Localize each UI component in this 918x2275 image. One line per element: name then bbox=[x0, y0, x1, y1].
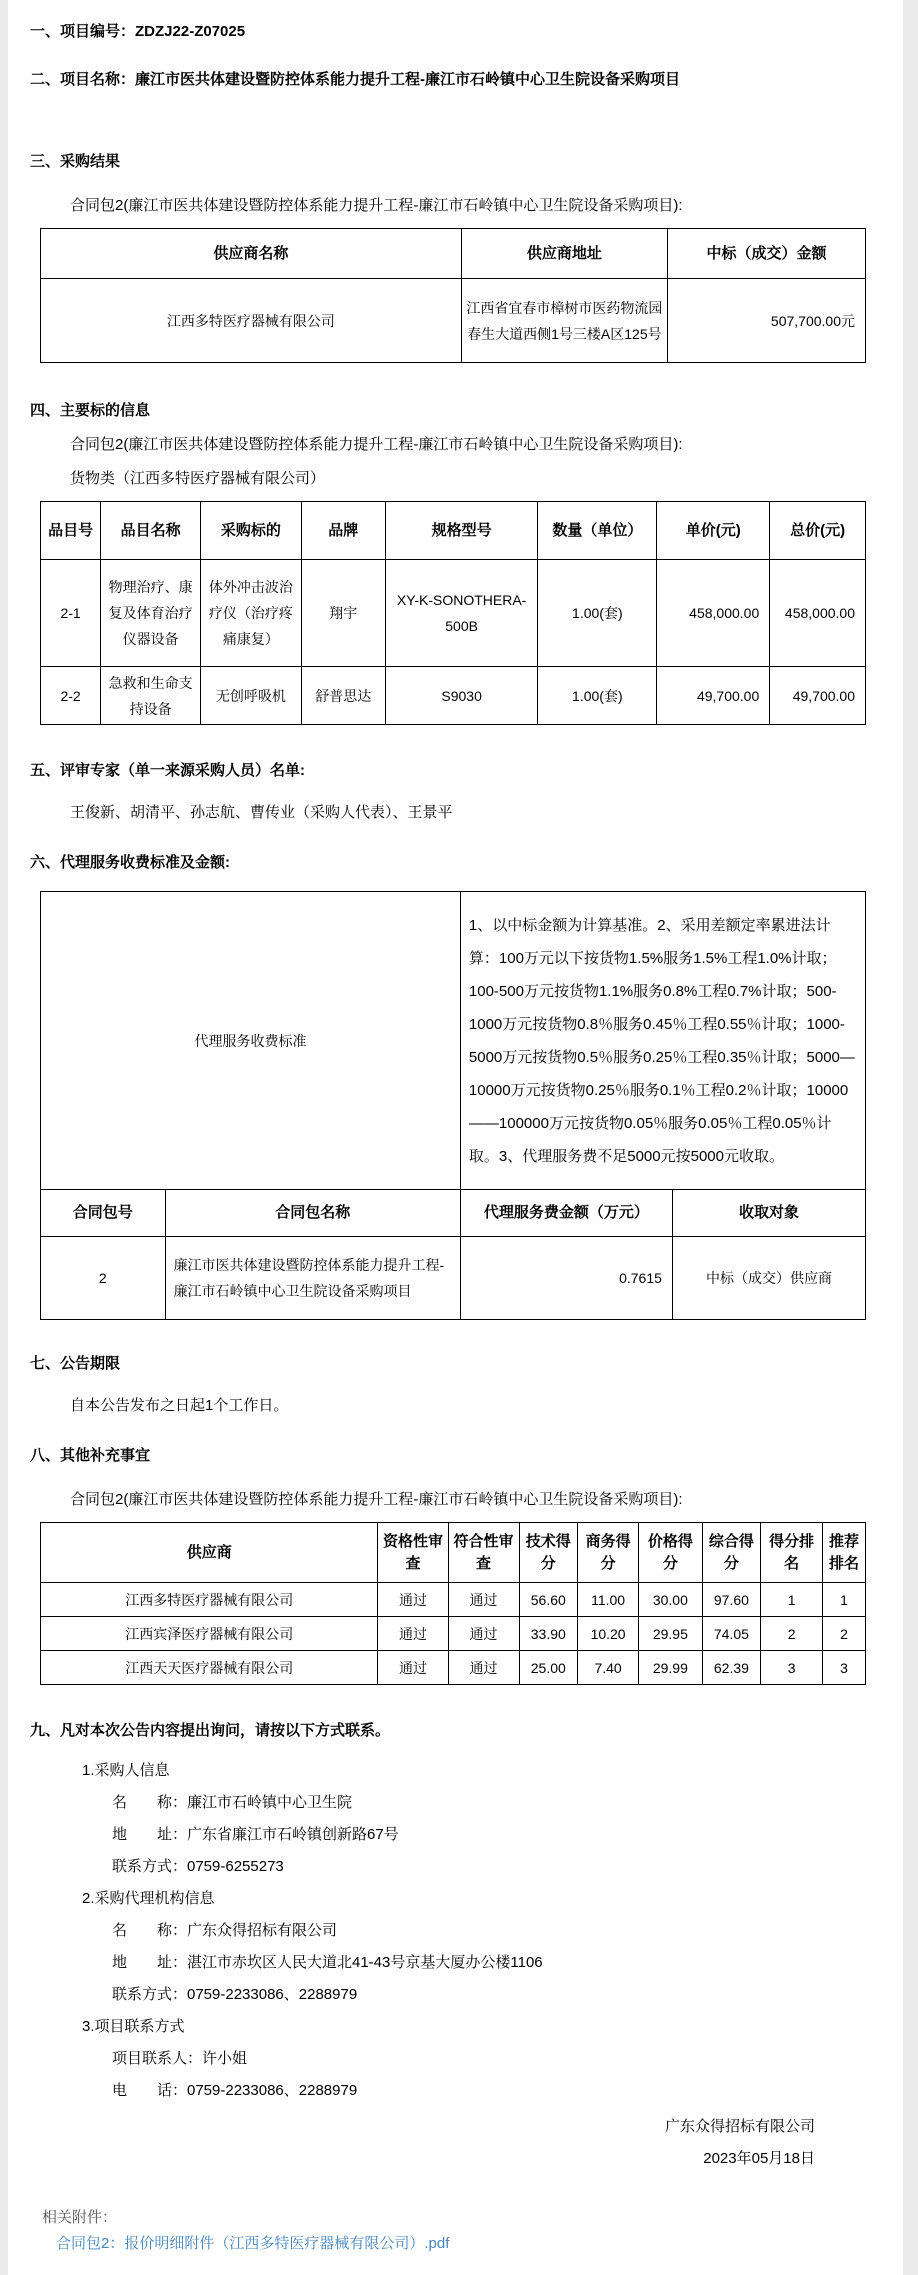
quantity-cell: 1.00(套) bbox=[538, 667, 657, 725]
conformity-cell: 通过 bbox=[448, 1617, 519, 1651]
contact-block bbox=[30, 1761, 873, 2101]
purchaser-contact: 联系方式：0759-6255273 bbox=[112, 1858, 284, 1875]
overall-score-cell: 74.05 bbox=[702, 1617, 761, 1651]
project-contact-title: 3.项目联系方式 bbox=[82, 2018, 185, 2035]
col-price-score: 价格得分 bbox=[639, 1523, 703, 1583]
item-no-cell: 2-1 bbox=[41, 560, 101, 667]
attachment-pdf-link[interactable]: 合同包2：报价明细附件（江西多特医疗器械有限公司）.pdf bbox=[56, 2235, 450, 2252]
overall-score-cell: 62.39 bbox=[702, 1651, 761, 1685]
col-supplier: 供应商 bbox=[41, 1523, 378, 1583]
col-conformity-review: 符合性审查 bbox=[448, 1523, 519, 1583]
attachments-section bbox=[30, 2207, 873, 2255]
target-cell: 体外冲击波治疗仪（治疗疼痛康复） bbox=[201, 560, 302, 667]
fee-standard-row bbox=[41, 892, 866, 1190]
score-rank-cell: 3 bbox=[761, 1651, 823, 1685]
subject-items-table bbox=[40, 501, 866, 725]
col-quantity: 数量（单位） bbox=[538, 502, 657, 560]
section-project-name bbox=[30, 70, 873, 90]
table-header-row bbox=[41, 229, 866, 279]
col-model: 规格型号 bbox=[385, 502, 538, 560]
result-intro: 合同包2(廉江市医共体建设暨防控体系能力提升工程-廉江市石岭镇中心卫生院设备采购项目): bbox=[70, 197, 683, 214]
col-item-no: 品目号 bbox=[41, 502, 101, 560]
subject-intro-1: 合同包2(廉江市医共体建设暨防控体系能力提升工程-廉江市石岭镇中心卫生院设备采购项目): bbox=[70, 436, 683, 453]
qualification-cell: 通过 bbox=[378, 1651, 448, 1685]
signature-date: 2023年05月18日 bbox=[703, 2150, 815, 2167]
agency-address: 地 址：湛江市赤坎区人民大道北41-43号京基大厦办公楼1106 bbox=[112, 1954, 543, 1971]
col-unit-price: 单价(元) bbox=[657, 502, 770, 560]
total-price-cell: 458,000.00 bbox=[770, 560, 866, 667]
section-agency-fee-heading: 六、代理服务收费标准及金额: bbox=[30, 854, 230, 871]
table-row bbox=[41, 279, 866, 363]
purchaser-address: 地 址：广东省廉江市石岭镇创新路67号 bbox=[112, 1826, 399, 1843]
supplier-address-cell: 江西省宜春市樟树市医药物流园春生大道西侧1号三楼A区125号 bbox=[461, 279, 667, 363]
fee-amount-cell: 0.7615 bbox=[460, 1237, 672, 1320]
col-supplier-address: 供应商地址 bbox=[461, 229, 667, 279]
col-supplier-name: 供应商名称 bbox=[41, 229, 462, 279]
supplier-name-cell: 江西多特医疗器械有限公司 bbox=[41, 279, 462, 363]
table-header-row bbox=[41, 1190, 866, 1237]
overall-score-cell: 97.60 bbox=[702, 1583, 761, 1617]
col-package-name: 合同包名称 bbox=[165, 1190, 460, 1237]
package-no-cell: 2 bbox=[41, 1237, 166, 1320]
technical-score-cell: 25.00 bbox=[519, 1651, 578, 1685]
project-number-label: 一、项目编号： bbox=[30, 23, 136, 40]
price-score-cell: 29.99 bbox=[639, 1651, 703, 1685]
project-name-value: 廉江市医共体建设暨防控体系能力提升工程-廉江市石岭镇中心卫生院设备采购项目 bbox=[135, 71, 681, 88]
qualification-cell: 通过 bbox=[378, 1617, 448, 1651]
quantity-cell: 1.00(套) bbox=[538, 560, 657, 667]
signature-company: 广东众得招标有限公司 bbox=[664, 2118, 815, 2135]
project-contact-phone: 电 话：0759-2233086、2288979 bbox=[112, 2082, 358, 2099]
brand-cell: 舒普思达 bbox=[301, 667, 385, 725]
col-recommend-rank: 推荐排名 bbox=[823, 1523, 866, 1583]
target-cell: 无创呼吸机 bbox=[201, 667, 302, 725]
recommend-rank-cell: 1 bbox=[823, 1583, 866, 1617]
col-award-amount: 中标（成交）金额 bbox=[668, 229, 866, 279]
project-name-label: 二、项目名称： bbox=[30, 71, 136, 88]
brand-cell: 翔宇 bbox=[301, 560, 385, 667]
model-cell: XY-K-SONOTHERA-500B bbox=[385, 560, 538, 667]
announcement-page bbox=[8, 0, 903, 2275]
col-fee-payer: 收取对象 bbox=[672, 1190, 865, 1237]
conformity-cell: 通过 bbox=[448, 1651, 519, 1685]
supplement-intro: 合同包2(廉江市医共体建设暨防控体系能力提升工程-廉江市石岭镇中心卫生院设备采购项目): bbox=[70, 1491, 683, 1508]
business-score-cell: 7.40 bbox=[578, 1651, 639, 1685]
table-row bbox=[41, 1617, 866, 1651]
technical-score-cell: 56.60 bbox=[519, 1583, 578, 1617]
score-rank-cell: 1 bbox=[761, 1583, 823, 1617]
item-no-cell: 2-2 bbox=[41, 667, 101, 725]
table-row bbox=[41, 1237, 866, 1320]
table-row bbox=[41, 667, 866, 725]
qualification-cell: 通过 bbox=[378, 1583, 448, 1617]
supplier-cell: 江西天天医疗器械有限公司 bbox=[41, 1651, 378, 1685]
price-score-cell: 29.95 bbox=[639, 1617, 703, 1651]
recommend-rank-cell: 2 bbox=[823, 1617, 866, 1651]
project-number-value: ZDZJ22-Z07025 bbox=[135, 23, 246, 40]
section-announcement-period-heading: 七、公告期限 bbox=[30, 1355, 121, 1372]
col-procurement-target: 采购标的 bbox=[201, 502, 302, 560]
purchaser-info-title: 1.采购人信息 bbox=[82, 1762, 170, 1779]
section-result-heading: 三、采购结果 bbox=[30, 153, 121, 170]
table-header-row bbox=[41, 1523, 866, 1583]
table-header-row bbox=[41, 502, 866, 560]
package-name-cell: 廉江市医共体建设暨防控体系能力提升工程-廉江市石岭镇中心卫生院设备采购项目 bbox=[165, 1237, 460, 1320]
col-qualification-review: 资格性审查 bbox=[378, 1523, 448, 1583]
award-amount-cell: 507,700.00元 bbox=[668, 279, 866, 363]
section-experts-heading: 五、评审专家（单一来源采购人员）名单: bbox=[30, 762, 305, 779]
table-row bbox=[41, 1583, 866, 1617]
col-item-name: 品目名称 bbox=[101, 502, 201, 560]
experts-names: 王俊新、胡清平、孙志航、曹传业（采购人代表）、王景平 bbox=[70, 804, 453, 821]
item-name-cell: 急救和生命支持设备 bbox=[101, 667, 201, 725]
col-total-price: 总价(元) bbox=[770, 502, 866, 560]
recommend-rank-cell: 3 bbox=[823, 1651, 866, 1685]
subject-intro-2: 货物类（江西多特医疗器械有限公司） bbox=[70, 470, 326, 487]
announcement-period-text: 自本公告发布之日起1个工作日。 bbox=[70, 1397, 289, 1414]
technical-score-cell: 33.90 bbox=[519, 1617, 578, 1651]
fee-standard-text: 1、以中标金额为计算基准。2、采用差额定率累进法计算：100万元以下按货物1.5%服务1.5%工程1.0%计取；100-500万元按货物1.1%服务0.8%工程0.7%计取；500-1000万元按货物0.8％服务0.45％工程0.55％计取；1000-5000万元按货物0.5％服务0.25％工程0.35％计取；5000—10000万元按货物0.25％服务0.1％工程0.2％计取；10000——100000万元按货物0.05％服务0.05％工程0.05％计取。3、代理服务费不足5000元按5000元收取。 bbox=[460, 892, 865, 1190]
item-name-cell: 物理治疗、康复及体育治疗仪器设备 bbox=[101, 560, 201, 667]
table-row bbox=[41, 560, 866, 667]
agency-contact: 联系方式：0759-2233086、2288979 bbox=[112, 1986, 358, 2003]
col-business-score: 商务得分 bbox=[578, 1523, 639, 1583]
business-score-cell: 10.20 bbox=[578, 1617, 639, 1651]
col-brand: 品牌 bbox=[301, 502, 385, 560]
section-subject-heading: 四、主要标的信息 bbox=[30, 402, 151, 419]
col-fee-amount: 代理服务费金额（万元） bbox=[460, 1190, 672, 1237]
procurement-result-table bbox=[40, 228, 866, 363]
score-table bbox=[40, 1522, 866, 1685]
section-project-number bbox=[30, 22, 873, 42]
supplier-cell: 江西多特医疗器械有限公司 bbox=[41, 1583, 378, 1617]
section-supplement-heading: 八、其他补充事宜 bbox=[30, 1447, 151, 1464]
col-package-no: 合同包号 bbox=[41, 1190, 166, 1237]
agency-fee-table bbox=[40, 891, 866, 1320]
attachments-label: 相关附件： bbox=[42, 2209, 118, 2226]
agency-name: 名 称：广东众得招标有限公司 bbox=[112, 1922, 338, 1939]
fee-standard-label: 代理服务收费标准 bbox=[41, 892, 461, 1190]
agency-info-title: 2.采购代理机构信息 bbox=[82, 1890, 215, 1907]
conformity-cell: 通过 bbox=[448, 1583, 519, 1617]
score-rank-cell: 2 bbox=[761, 1617, 823, 1651]
col-score-rank: 得分排名 bbox=[761, 1523, 823, 1583]
total-price-cell: 49,700.00 bbox=[770, 667, 866, 725]
purchaser-name: 名 称：廉江市石岭镇中心卫生院 bbox=[112, 1794, 353, 1811]
fee-payer-cell: 中标（成交）供应商 bbox=[672, 1237, 865, 1320]
col-technical-score: 技术得分 bbox=[519, 1523, 578, 1583]
section-contact-heading: 九、凡对本次公告内容提出询问，请按以下方式联系。 bbox=[30, 1722, 391, 1739]
unit-price-cell: 49,700.00 bbox=[657, 667, 770, 725]
supplier-cell: 江西宾泽医疗器械有限公司 bbox=[41, 1617, 378, 1651]
model-cell: S9030 bbox=[385, 667, 538, 725]
col-overall-score: 综合得分 bbox=[702, 1523, 761, 1583]
business-score-cell: 11.00 bbox=[578, 1583, 639, 1617]
table-row bbox=[41, 1651, 866, 1685]
unit-price-cell: 458,000.00 bbox=[657, 560, 770, 667]
price-score-cell: 30.00 bbox=[639, 1583, 703, 1617]
project-contact-person: 项目联系人：许小姐 bbox=[112, 2050, 248, 2067]
